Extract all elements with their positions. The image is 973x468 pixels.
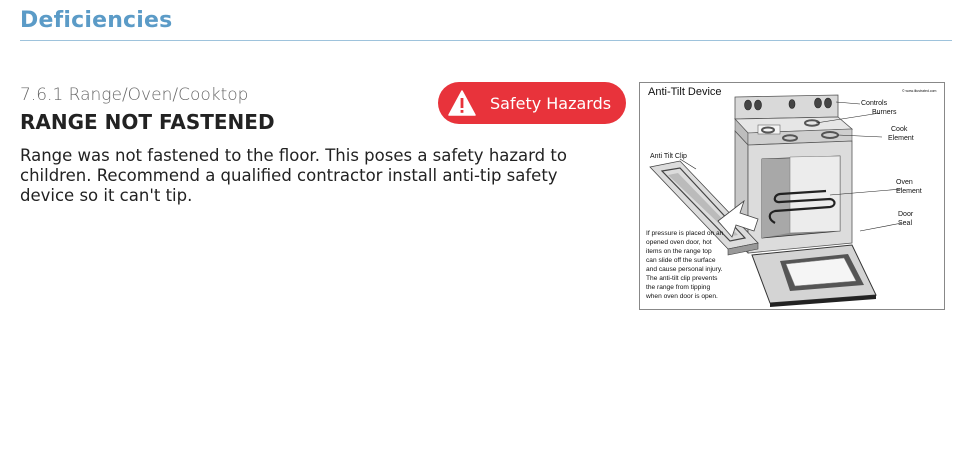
item-title: RANGE NOT FASTENED: [20, 110, 275, 134]
caption-line: the range from tipping: [646, 284, 711, 291]
item-number: 7.6.1 Range/Oven/Cooktop: [20, 85, 249, 105]
label-cook: Cook: [891, 126, 908, 133]
caption-line: If pressure is placed on an: [646, 230, 724, 237]
label-oven-element: Element: [896, 188, 922, 195]
label-controls: Controls: [861, 100, 888, 107]
section-divider: [20, 40, 952, 41]
badge-label: Safety Hazards: [490, 93, 612, 113]
caption-line: and cause personal injury.: [646, 266, 723, 273]
label-cook-element: Element: [888, 135, 914, 142]
label-anti-tilt-clip: Anti Tilt Clip: [650, 153, 687, 160]
anti-tilt-diagram: [639, 82, 945, 310]
caption-line: can slide off the surface: [646, 257, 716, 264]
warning-triangle-icon: [448, 90, 476, 116]
range-illustration: [640, 83, 944, 309]
caption-line: items on the range top: [646, 248, 712, 255]
item-description: Range was not fastened to the floor. This poses a safety hazard to children. Recommend a qualified contractor install anti-tip safety device so it can't tip.: [20, 146, 567, 205]
section-title: Deficiencies: [20, 8, 173, 33]
caption-line: when oven door is open.: [646, 293, 718, 300]
label-burners: Burners: [872, 109, 897, 116]
label-seal: Seal: [898, 220, 913, 227]
figure-watermark: © www.illustrated.com: [902, 89, 937, 93]
safety-hazard-badge: [438, 82, 626, 124]
figure-caption: [645, 230, 724, 300]
label-door: Door: [898, 211, 914, 218]
caption-line: opened oven door, hot: [646, 239, 712, 246]
figure-title: Anti-Tilt Device: [648, 86, 722, 98]
caption-line: The anti-tilt clip prevents: [646, 275, 718, 282]
label-oven: Oven: [896, 179, 913, 186]
